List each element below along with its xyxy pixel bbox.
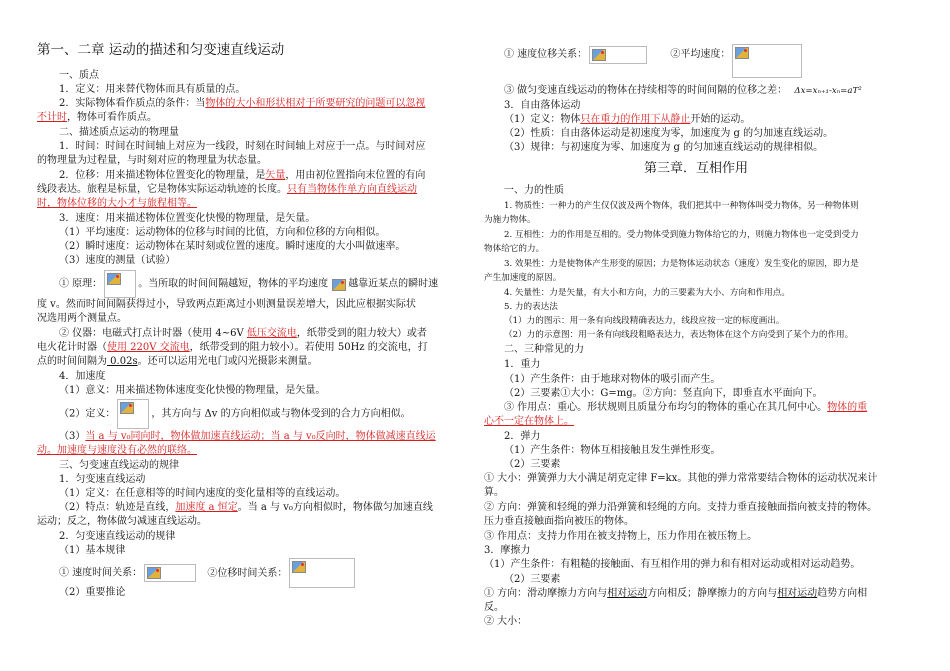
text-line: 时，物体位移的大小才与旅程相等。 [37,198,197,209]
text-line: 动。加速度与速度没有必然的联络。 [37,445,197,456]
section-heading: 二、描述质点运动的物理量 [59,127,179,138]
text-line: （3）当 a 与 v₀同向时，物体做加速直线运动；当 a 与 v₀反向时，物体做减速直线运 [59,431,436,442]
text-line: ① 方向：滑动摩擦力方向与相对运动方向相反；静摩擦力的方向与相对运动趋势方向相 [484,588,868,599]
text-line: （2）三要素 [504,574,561,585]
text-line: 3．速度：用来描述物体位置变化快慢的物理量，是矢量。 [59,213,316,224]
formula-image [117,399,149,429]
text-line: 2．实际物体看作质点的条件：当物体的大小和形状相对于所要研究的问题可以忽视 [59,98,426,109]
text-line: 产生加速度的原因。 [484,273,562,283]
text-line: ① 大小：弹簧弹力大小满足胡克定律 F=kx。其他的弹力常常要结合物体的运动状况来计 [484,473,878,484]
text-line: 电火花计时器（使用 220V 交流电，纸带受到的阻力较小）。若使用 50Hz 的交流电，打 [37,342,428,353]
image-placeholder-icon [107,273,121,285]
image-placeholder-icon [147,567,161,579]
text-line: 1．定义：用来替代物体而具有质量的点。 [59,84,246,95]
formula-image [589,46,647,64]
text-line: （2）重要推论 [59,587,126,598]
text-line: （3）速度的测量（试验） [59,255,176,266]
text-line: 心不一定在物体上。 [484,416,574,427]
text-line: （2）特点：轨迹是直线，加速度 a 恒定。当 a 与 v₀方向相似时，物体做匀加速直线 [59,502,433,513]
formula-image [330,277,346,291]
text-line: 2．匀变速直线运动的规律 [59,531,176,542]
text-line: 度 v。然而时间间隔获得过小，导致两点距离过小则测量误差增大，因此应根据实际状 [37,299,416,310]
chapter-title: 第三章．互相作用 [644,161,749,176]
formula-image [144,564,196,582]
image-placeholder-icon [332,279,346,291]
section-heading: 一、力的性质 [504,185,564,196]
image-placeholder-icon [292,561,306,573]
image-placeholder-icon [120,402,134,414]
text-line: 4. 矢量性：力是矢量，有大小和方向，力的三要素为大小、方向和作用点。 [504,288,790,298]
section-heading: 一、质点 [59,70,99,81]
text-line: （1）定义：物体只在重力的作用下从静止开始的运动。 [504,114,751,125]
text-line: 5. 力的表达法 [504,302,558,312]
section-heading: 三、匀变速直线运动的规律 [59,460,179,471]
text-line: 算。 [484,487,504,498]
text-line: ③ 作用点：重心。形状规则且质量分布均匀的物体的重心在其几何中心。物体的重 [504,402,868,413]
text-line: （1）产生条件：物体互相接触且发生弹性形变。 [504,445,721,456]
text-line: 3．摩擦力 [484,545,531,556]
text-line: （1）基本规律 [59,545,126,556]
text-line: （2）力的示意图：用一条有向线段粗略表达力，表达物体在这个方向受到了某个力的作用。 [504,330,854,340]
text-line: ① 速度位移关系： ②平均速度： [504,46,804,78]
text-line: 点的时间间隔为 0.02s。还可以运用光电门或闪光摄影来测量。 [37,356,318,367]
text-line: （1）力的图示：用一条有向线段精确表达力，线段应按一定的标度画出。 [504,316,785,326]
text-line: （2）三要素①大小：G=mg。②方向：竖直向下，即垂直水平面向下。 [504,388,823,399]
text-line: 1．重力 [504,359,541,370]
text-line: 1．匀变速直线运动 [59,474,146,485]
text-line: 况选用两个测量点。 [37,313,127,324]
text-line: 线段表达。旅程是标量，它是物体实际运动轨迹的长度。只有当物体作单方向直线运动 [37,184,417,195]
text-line: 1. 物质性：一种力的产生仅仅波及两个物体，我们把其中一种物体叫受力物体，另一种物体则 [504,201,859,211]
text-line: 反。 [484,602,504,613]
text-line: ① 原理： 。当所取的时间间隔越短，物体的平均速度 越靠近某点的瞬时速 [59,270,438,298]
text-line: （2）定义： ，其方向与 Δv 的方向相似或与物体受到的合力方向相似。 [59,399,411,429]
text-line: ① 速度时间关系： ②位移时间关系： [59,558,357,588]
text-line: 压力垂直接触面指向被压的物体。 [484,516,634,527]
text-line: 2. 互相性：力的作用是互相的。受力物体受到施力物体给它的力，则施力物体也一定受到受力 [504,230,859,240]
text-line: （1）平均速度：运动物体的位移与时间的比值，方向和位移的方向相似。 [59,227,386,238]
text-line: （1）产生条件：由于地球对物体的吸引而产生。 [504,374,721,385]
image-placeholder-icon [592,49,606,61]
text-line: 2．弹力 [504,431,541,442]
formula-image [289,558,355,588]
text-line: ② 大小： [484,616,528,627]
text-line: 3. 效果性：力是使物体产生形变的原因；力是物体运动状态（速度）发生变化的原因，即力是 [504,259,859,269]
text-line: （2）三要素 [504,459,561,470]
text-line: （1）定义：在任意相等的时间内速度的变化量相等的直线运动。 [59,488,346,499]
formula-image [732,44,802,78]
text-line: ② 仪器：电磁式打点计时器（使用 4~6V 低压交流电，纸带受到的阻力较大）或者 [59,328,427,339]
text-line: 运动；反之，物体做匀减速直线运动。 [37,516,207,527]
text-line: 为施力物体。 [484,215,536,225]
chapter-title: 第一、二章 运动的描述和匀变速直线运动 [37,42,285,58]
text-line: ② 方向：弹簧和轻绳的弹力沿弹簧和轻绳的方向。支持力垂直接触面指向被支持的物体。 [484,502,878,513]
text-line: （1）意义：用来描述物体速度变化快慢的物理量，是矢量。 [59,385,326,396]
text-line: ③ 作用点：支持力作用在被支持物上，压力作用在被压物上。 [484,531,758,542]
text-line: （2）性质：自由落体运动是初速度为零，加速度为 g 的匀加速直线运动。 [504,128,834,139]
section-heading: 二、三种常见的力 [504,344,584,355]
text-line: ③ 做匀变速直线运动的物体在持续相等的时间间隔的位移之差： Δx=xₙ₊₁-xₙ=aT² [504,85,862,96]
text-line: 不计时，物体可看作质点。 [37,112,157,123]
text-line: 物体给它的力。 [484,244,545,254]
text-line: （2）瞬时速度：运动物体在某时刻或位置的速度。瞬时速度的大小叫做速率。 [59,241,406,252]
text-line: （1）产生条件：有粗糙的接触面、有互相作用的弹力和有相对运动或相对运动趋势。 [484,559,861,570]
text-line: 的物理量为过程量，与时刻对应的物理量为状态量。 [37,155,267,166]
text-line: 4．加速度 [59,371,106,382]
text-line: （3）规律：与初速度为零、加速度为 g 的匀加速直线运动的规律相似。 [504,142,824,153]
formula-image [104,270,136,298]
text-line: 2．位移：用来描述物体位置变化的物理量，是矢量，用由初位置指向末位置的有向 [59,170,426,181]
text-line: 1．时间：时间在时间轴上对应为一线段，时刻在时间轴上对应于一点。与时间对应 [59,141,426,152]
image-placeholder-icon [735,47,749,59]
text-line: 3．自由落体运动 [504,100,581,111]
